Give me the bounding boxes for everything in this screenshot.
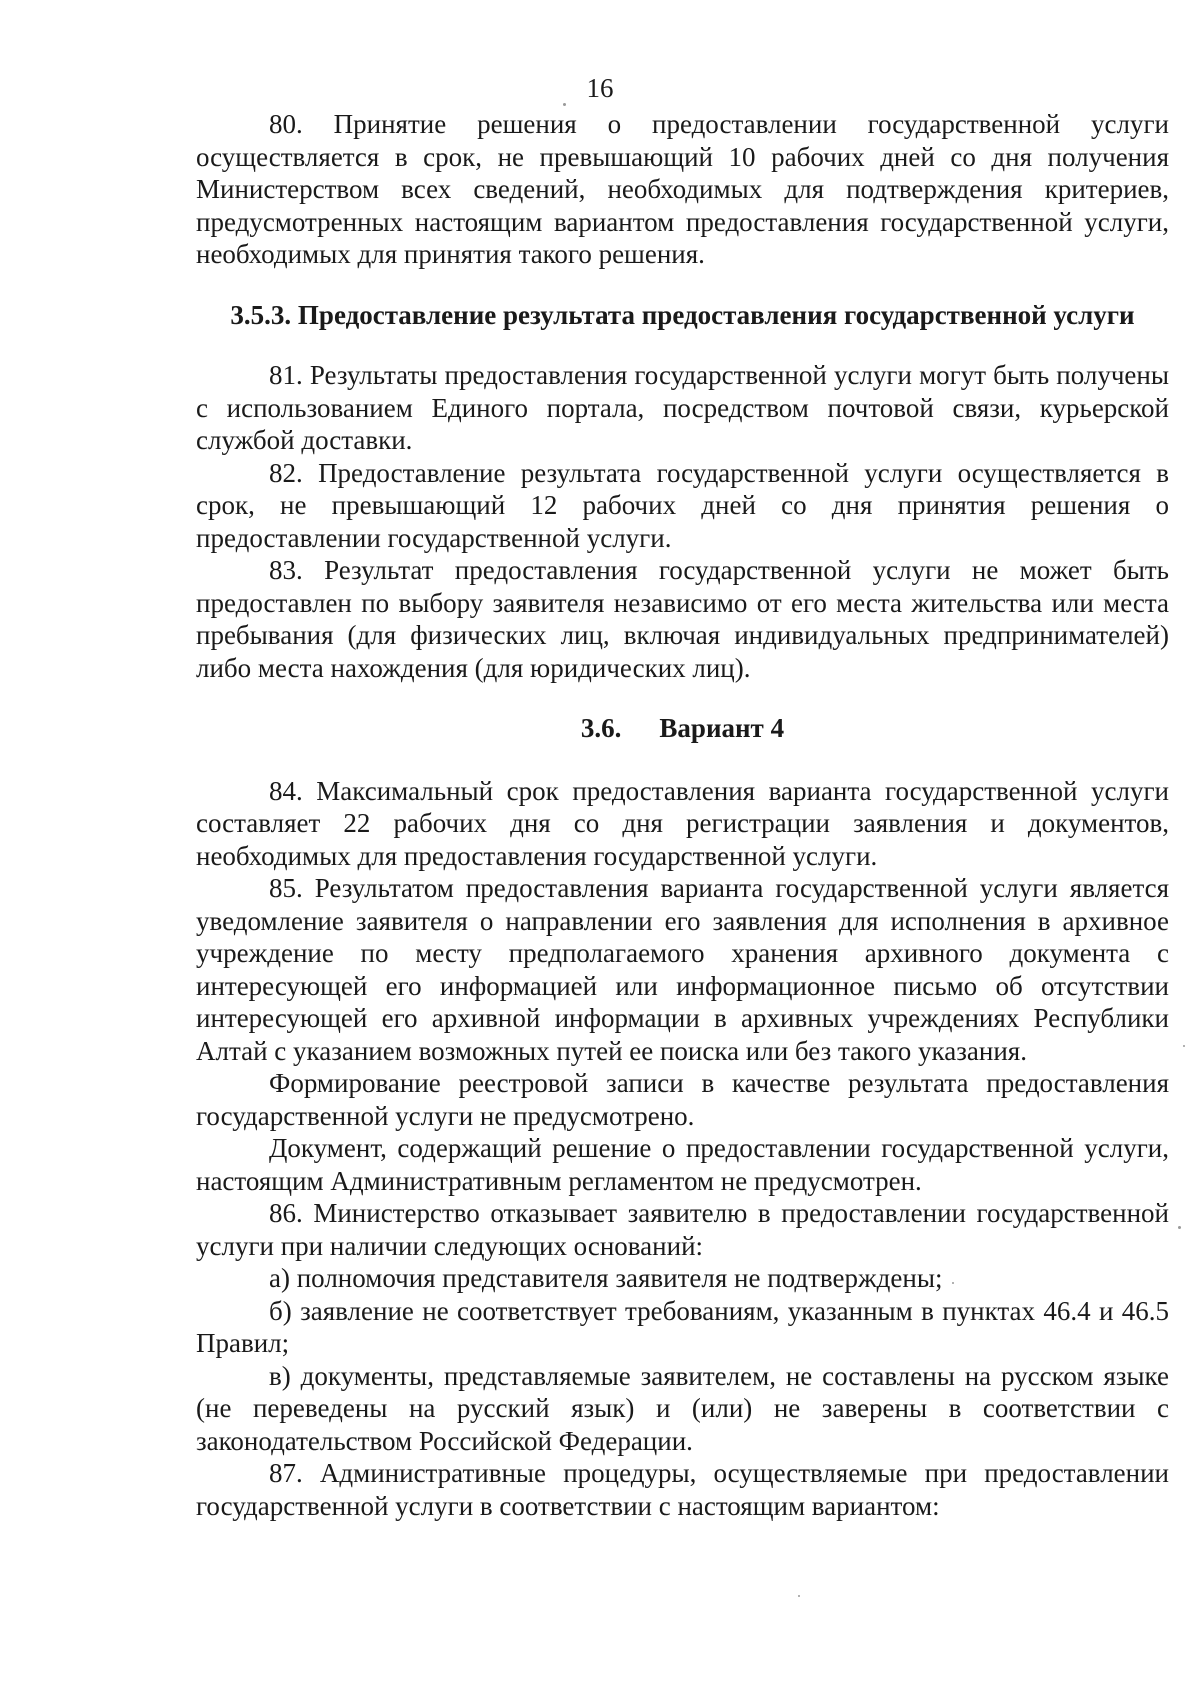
section-title: Вариант 4 [659, 713, 785, 743]
paragraph-83: 83. Результат предоставления государственной услуги не может быть предоставлен по выбору заявителя независимо от его места жительства или места пребывания (для физических лиц, включая индивидуальных предпринимателей) либо места нахождения (для юридических лиц). [196, 555, 1169, 683]
scan-speck [952, 1282, 954, 1284]
paragraph-84: 84. Максимальный срок предоставления варианта государственной услуги составляет 22 рабочих дня со дня регистрации заявления и документов, необходимых для предоставления государственной услуги. [196, 775, 1169, 871]
paragraph-82: 82. Предоставление результата государственной услуги осуществляется в срок, не превышающий 12 рабочих дней со дня принятия решения о предоставлении государственной услуги. [196, 457, 1169, 553]
paragraph-86-b: б) заявление не соответствует требованиям, указанным в пунктах 46.4 и 46.5 Правил; [196, 1295, 1169, 1358]
paragraph-86-c: в) документы, представляемые заявителем, не составлены на русском языке (не переведены на русский язык) и (или) не заверены в соответствии с законодательством Российской Федерации. [196, 1360, 1169, 1456]
scan-speck [1183, 1045, 1185, 1047]
paragraph-80: 80. Принятие решения о предоставлении государственной услуги осуществляется в срок, не превышающий 10 рабочих дней со дня получения Министерством всех сведений, необходимых для подтверждения критериев, предусмотренных настоящим вариантом предоставления государственной услуги, необходимых для принятия такого решения. [196, 109, 1169, 269]
section-number: 3.6. [580, 713, 622, 743]
section-heading-3-5-3: 3.5.3. Предоставление результата предоставления государственной услуги [230, 299, 1135, 330]
paragraph-87: 87. Административные процедуры, осуществляемые при предоставлении государственной услуги в соответствии с настоящим вариантом: [196, 1458, 1169, 1521]
paragraph-86-a: а) полномочия представителя заявителя не подтверждены; [269, 1263, 943, 1293]
scan-speck [798, 1595, 800, 1597]
paragraph-85-document: Документ, содержащий решение о предоставлении государственной услуги, настоящим Административным регламентом не предусмотрен. [196, 1133, 1169, 1196]
section-heading-3-6 [196, 712, 1169, 745]
paragraph-85-registry: Формирование реестровой записи в качестве результата предоставления государственной услуги не предусмотрено. [196, 1068, 1169, 1131]
scan-speck [563, 103, 566, 106]
scan-speck [1178, 1226, 1181, 1229]
page-number: 16 [586, 73, 614, 103]
paragraph-86: 86. Министерство отказывает заявителю в предоставлении государственной услуги при наличии следующих оснований: [196, 1198, 1169, 1261]
paragraph-85: 85. Результатом предоставления варианта государственной услуги является уведомление заявителя о направлении его заявления для исполнения в архивное учреждение по месту предполагаемого хранения архивного документа с интересующей его информацией или информационное письмо об отсутствии интересующей его архивной информации в архивных учреждениях Республики Алтай с указанием возможных путей ее поиска или без такого указания. [196, 873, 1169, 1066]
paragraph-81: 81. Результаты предоставления государственной услуги могут быть получены с использованием Единого портала, посредством почтовой связи, курьерской службой доставки. [196, 360, 1169, 455]
document-body [196, 108, 1169, 1522]
